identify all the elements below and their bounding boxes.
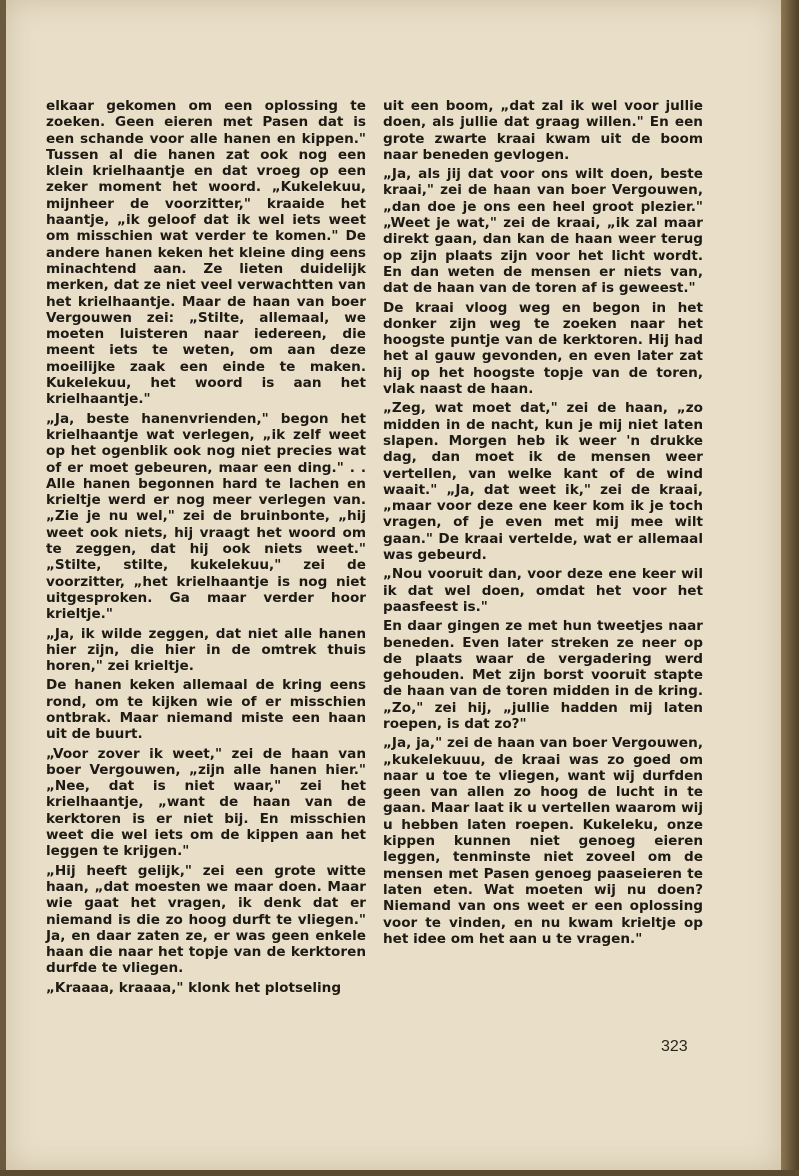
paragraph: elkaar gekomen om een oplossing te zoeken. Geen eieren met Pasen dat is een schande voor alle hanen en kippen." Tussen al die hanen zat ook nog een klein krielhaantje en dat vroeg op een zeker moment het woord. „Kukelekuu, mijnheer de voorzitter," kraaide het haantje, „ik geloof dat ik wel iets weet om misschien wat verder te komen." De andere hanen keken het kleine ding eens minachtend aan. Ze lieten duidelijk merken, dat ze niet veel verwachtten van het krielhaantje. Maar de haan van boer Vergouwen zei: „Stilte, allemaal, we moeten luisteren naar iedereen, die meent iets te weten, om aan deze moeilijke zaak een einde te maken. Kukelekuu, het woord is aan het krielhaantje." <box>46 98 366 408</box>
paragraph: „Voor zover ik weet," zei de haan van boer Vergouwen, „zijn alle hanen hier." „Nee, dat is niet waar," zei het krielhaantje, „want de haan van de kerktoren is er niet bij. En misschien weet die wel iets om de kippen aan het leggen te krijgen." <box>46 745 366 860</box>
paragraph: uit een boom, „dat zal ik wel voor jullie doen, als jullie dat graag willen." En een grote zwarte kraai kwam uit de boom naar beneden gevlogen. <box>383 98 703 163</box>
paragraph: „Ja, ik wilde zeggen, dat niet alle hanen hier zijn, die hier in de omtrek thuis horen," zei krieltje. <box>46 625 366 675</box>
paragraph: „Hij heeft gelijk," zei een grote witte haan, „dat moesten we maar doen. Maar wie gaat het vragen, ik denk dat er niemand is die zo hoog durft te vliegen." Ja, en daar zaten ze, er was geen enkele haan die naar het topje van de kerktoren durfde te vliegen. <box>46 862 366 977</box>
left-text-column <box>46 98 366 999</box>
book-page <box>6 0 781 1170</box>
paragraph: „Kraaaa, kraaaa," klonk het plotseling <box>46 979 342 996</box>
paragraph: „Ja, als jij dat voor ons wilt doen, beste kraai," zei de haan van boer Vergouwen, „dan doe je ons een heel groot plezier." „Weet je wat," zei de kraai, „ik zal maar direkt gaan, dan kan de haan weer terug op zijn plaats zijn voor het licht wordt. En dan weten de mensen er niets van, dat de haan van de toren af is geweest." <box>383 166 703 297</box>
paragraph: De kraai vloog weg en begon in het donker zijn weg te zoeken naar het hoogste puntje van de kerktoren. Hij had het al gauw gevonden, en even later zat hij op het hoogste topje van de toren, vlak naast de haan. <box>383 299 703 398</box>
page-bottom-edge <box>0 1170 799 1176</box>
paragraph: En daar gingen ze met hun tweetjes naar beneden. Even later streken ze neer op de plaats waar de vergadering werd gehouden. Met zijn borst vooruit stapte de haan van de toren midden in de kring. „Zo," zei hij, „jullie hadden mij laten roepen, is dat zo?" <box>383 618 703 732</box>
right-text-column <box>383 98 703 950</box>
paragraph: De hanen keken allemaal de kring eens rond, om te kijken wie of er misschien ontbrak. Maar niemand miste een haan uit de buurt. <box>46 677 366 743</box>
page-number: 323 <box>661 1038 688 1055</box>
paragraph: „Ja, beste hanenvrienden," begon het krielhaantje wat verlegen, „ik zelf weet op het ogenblik ook nog niet precies wat of er moet gebeuren, maar een ding." . . Alle hanen begonnen hard te lachen en krieltje werd er nog meer verlegen van. „Zie je nu wel," zei de bruinbonte, „hij weet ook niets, hij vraagt het woord om te zeggen, dat hij ook niets weet." „Stilte, stilte, kukelekuu," zei de voorzitter, „het krielhaantje is nog niet uitgesproken. Ga maar verder hoor krieltje." <box>46 410 366 623</box>
book-spine-edge <box>781 0 799 1176</box>
paragraph: „Nou vooruit dan, voor deze ene keer wil ik dat wel doen, omdat het voor het paasfeest is." <box>383 566 703 615</box>
paragraph: „Zeg, wat moet dat," zei de haan, „zo midden in de nacht, kun je mij niet laten slapen. Morgen heb ik weer 'n drukke dag, dan moet ik de mensen weer vertellen, van welke kant of de wind waait." „Ja, dat weet ik," zei de kraai, „maar voor deze ene keer kom ik je toch vragen, of je even met mij mee wilt gaan." De kraai vertelde, wat er allemaal was gebeurd. <box>383 400 703 564</box>
paragraph: „Ja, ja," zei de haan van boer Vergouwen, „kukelekuuu, de kraai was zo goed om naar u toe te vliegen, want wij durfden geen van allen zo hoog de lucht in te gaan. Maar laat ik u vertellen waarom wij u hebben laten roepen. Kukeleku, onze kippen kunnen niet genoeg eieren leggen, tenminste niet zoveel om de mensen met Pasen genoeg paaseieren te laten eten. Wat moeten wij nu doen? Niemand van ons weet er een oplossing voor te vinden, en nu kwam krieltje op het idee om het aan u te vragen." <box>383 735 703 947</box>
